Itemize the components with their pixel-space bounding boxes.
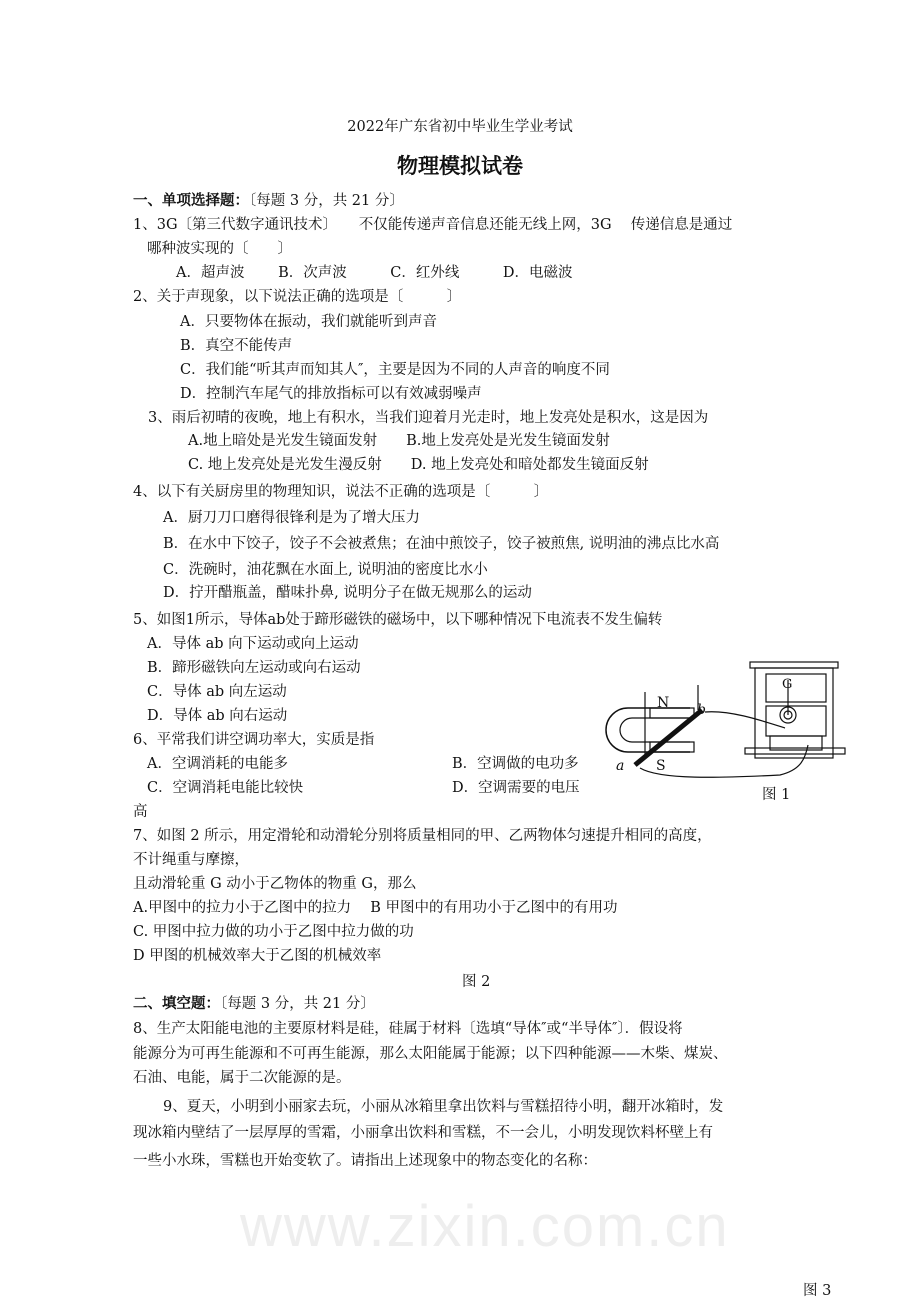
section2-note: 〔每题 3 分，共 21 分〕 <box>220 996 375 1012</box>
q7-option-c: C. 甲图中拉力做的功小于乙图中拉力做的功 <box>133 924 414 940</box>
section2-heading <box>133 995 375 1013</box>
q6-option-a: A．空调消耗的电能多 <box>147 756 288 772</box>
q7-line3: 且动滑轮重 G 动小于乙物体的物重 G，那么 <box>133 876 417 892</box>
q1-options: A．超声波 B．次声波 C．红外线 D．电磁波 <box>176 265 573 281</box>
q5-option-d: D．导体 ab 向右运动 <box>147 708 288 724</box>
q7-options-ab: A.甲图中的拉力小于乙图中的拉力 B 甲图中的有用功小于乙图中的有用功 <box>133 900 618 916</box>
section2-label: 二、填空题： <box>133 995 220 1012</box>
q4-option-c: C．洗碗时，油花飘在水面上, 说明油的密度比水小 <box>163 562 488 578</box>
magnet-n-label: N <box>657 695 670 711</box>
figure-2-caption: 图 2 <box>462 974 491 990</box>
q8-line1: 8、生产太阳能电池的主要原材料是硅，硅属于材料〔选填“导体″或“半导体″〕．假设将 <box>133 1021 683 1037</box>
q6-option-d: D．空调需要的电压 <box>452 780 580 796</box>
conductor-a-label: a <box>616 758 625 774</box>
q2-option-d: D．控制汽车尾气的排放指标可以有效减弱噪声 <box>180 386 482 402</box>
q4-option-b: B．在水中下饺子，饺子不会被煮焦；在油中煎饺子，饺子被煎焦, 说明油的沸点比水高 <box>163 536 720 552</box>
q5-option-c: C．导体 ab 向左运动 <box>147 684 287 700</box>
q4-stem: 4、以下有关厨房里的物理知识，说法不正确的选项是〔 〕 <box>133 484 549 500</box>
q6-option-d-cont: 高 <box>133 804 148 820</box>
q7-line1: 7、如图 2 所示，用定滑轮和动滑轮分别将质量相同的甲、乙两物体匀速提升相同的高度， <box>133 828 712 844</box>
q2-option-a: A．只要物体在振动，我们就能听到声音 <box>180 314 437 330</box>
q4-option-a: A．厨刀刀口磨得很锋利是为了增大压力 <box>163 510 420 526</box>
exam-subtitle: 2022年广东省初中毕业生学业考试 <box>347 119 573 135</box>
q2-stem: 2、关于声现象，以下说法正确的选项是〔 〕 <box>133 289 462 305</box>
q8-line2: 能源分为可再生能源和不可再生能源，那么太阳能属于能源；以下四种能源——木柴、煤炭、 <box>133 1046 728 1062</box>
watermark: www.zixin.com.cn <box>240 1194 730 1259</box>
q3-options-ab: A.地上暗处是光发生镜面发射 B.地上发亮处是光发生镜面发射 <box>188 433 610 449</box>
q1-line1: 1、3G〔第三代数字通讯技术〕 不仅能传递声音信息还能无线上网，3G 传递信息是通过 <box>133 217 733 233</box>
q3-options-cd: C. 地上发亮处是光发生漫反射 D. 地上发亮处和暗处都发生镜面反射 <box>188 457 649 473</box>
q9-line1: 9、夏天，小明到小丽家去玩，小丽从冰箱里拿出饮料与雪糕招待小明，翻开冰箱时，发 <box>163 1099 724 1115</box>
q6-option-c: C．空调消耗电能比较快 <box>147 780 304 796</box>
q9-line2: 现冰箱内壁结了一层厚厚的雪霜，小丽拿出饮料和雪糕，不一会儿，小明发现饮料杯壁上有 <box>133 1125 713 1141</box>
figure-1-diagram <box>600 650 850 782</box>
q2-option-b: B．真空不能传声 <box>180 338 293 354</box>
q2-option-c: C．我们能“听其声而知其人″，主要是因为不同的人声音的响度不同 <box>180 362 610 378</box>
conductor-b-label: b <box>697 702 706 718</box>
q5-option-a: A．导体 ab 向下运动或向上运动 <box>147 636 359 652</box>
section1-label: 一、单项选择题： <box>133 192 249 209</box>
q6-stem: 6、平常我们讲空调功率大，实质是指 <box>133 732 375 748</box>
exam-title: 物理模拟试卷 <box>397 153 523 178</box>
q5-stem: 5、如图1所示，导体ab处于蹄形磁铁的磁场中，以下哪种情况下电流表不发生偏转 <box>133 612 663 628</box>
q7-option-d: D 甲图的机械效率大于乙图的机械效率 <box>133 948 382 964</box>
magnet-s-label: S <box>656 758 666 774</box>
q3-stem: 3、雨后初晴的夜晚，地上有积水，当我们迎着月光走时，地上发亮处是积水，这是因为 <box>148 410 709 426</box>
section1-note: 〔每题 3 分，共 21 分〕 <box>249 193 404 209</box>
q7-line2: 不计绳重与摩擦， <box>133 852 249 868</box>
figure-1-caption: 图 1 <box>762 787 791 803</box>
section1-heading <box>133 192 404 210</box>
q6-option-b: B．空调做的电功多 <box>452 756 579 772</box>
q1-line2: 哪种波实现的〔 〕 <box>147 241 292 257</box>
q9-line3: 一些小水珠，雪糕也开始变软了。请指出上述现象中的物态变化的名称： <box>133 1153 597 1169</box>
q5-option-b: B．蹄形磁铁向左运动或向右运动 <box>147 660 361 676</box>
q8-line3: 石油、电能，属于二次能源的是。 <box>133 1070 351 1086</box>
figure-3-caption: 图 3 <box>803 1283 832 1299</box>
q4-option-d: D．拧开醋瓶盖，醋味扑鼻, 说明分子在做无规那么的运动 <box>163 585 532 601</box>
galvanometer-label: G <box>782 677 793 692</box>
